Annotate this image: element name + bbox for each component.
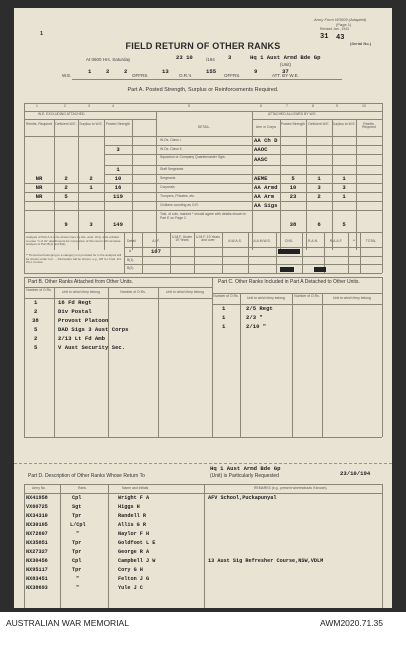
form-id: Army Form W3009 (Adapted) [314,17,367,22]
offrs2-label: OFFRS. [224,73,241,78]
we-val-1: 1 [88,68,92,75]
fold-line [14,463,392,464]
we-excluding-attached: W.E. EXCLUDING ATTACHED. [38,112,86,116]
time-label: At 0600 Hrs. Saturday [86,57,131,62]
offrs-label: OFFRS. [132,73,149,78]
serial-value: 43 [336,34,345,42]
part-d-title: Part D. Description of Other Ranks Whose Return To [28,473,145,479]
army-number: NX41958 [26,495,48,501]
we-val-3: 2 [124,68,128,75]
page-number: (Page 1) [336,22,352,27]
archive-caption [0,612,406,653]
serial-label: (Serial No.) [350,41,372,46]
aif-count: 107 [150,248,162,255]
document-sheet: 1 Army Form W3009 (Adapted) (Page 1) Revised Jan., 1943 31 43 (Serial No.) FIELD RETURN OF OTHER RANKS At 0600 Hrs. Saturday 23 10 /194 3 Hq 1 Aust Armd Bde Gp (Unit) W.E. 1 2 2 OFFRS. 13 O.R.'s 155 OFFRS. 9 37 ATT. BY W.E. Part A. Posted Strength, Surplus or Reinforcements Required. 1 2 3 4 5 6 7 8 9 10 W.E. EXCLUDING ATTACHED. ATTACHED ALLOWED BY W.E. Reinfts. Required Deficient W.E. Surplus to W.E. Posted Strength DETAIL. Arm or Corps Posted Strength Deficient W.E. Surplus to W.E. Reinfts. Required W.Os. Class I. AA Ch D W.Os. Class II. 3 AAOC Squadron or Company Quartermaster Sgts. AASC Staff Sergeants 1 Sergeants NR 2 2 10 AEME 5 1 1 Corporals NR 2 1 16 AA Armd 10 3 3 Troopers, Privates, etc. NR 5 119 AA Arm 23 2 1 Civilians counting as O.R. AA Sigs Tots. of cols. marked * should agree with details shown in Part E on Page 2. 9 3 149 38 6 5 Analysis of Part A is to be shown here by ALL units. Only units entitled to enter "1 of 3s" attachments for completion of this return will complete analysis of Part B(1) and B(2). ** Personnel belonging to a category not provided for in the analysis will be shown under Col. ... Particulars will be shown, e.g., 2/8 I.H. Fwd, 2/4 W.H. Forces. Detail A.I.F. U.M.F. Under 19 Years U.M.F. 19 Years and over A.W.A.S. A.A.M.W.S. CIVIL R.A.N. R.A.A.F. ** TOTAL A 107 B(1) B(2) Part B. Other Ranks Attached from Other Units. Number of O.Rs. Unit to which they belong Number of O.Rs. Unit to which they belong 1 16 Fd Regt 2 Div Postal 38 Provost Platoon 5 DAD Sigs 3 Aust Corps 2 2/13 Lt Fd Amb 5 V Aust Security Sec. Part C. Other Ranks Included in Part A Detached to Other Units. Number of O.Rs. Unit to which they belong Number of O.Rs. Unit to which they belong 1 2/5 Regt 1 2/3 " 1 2/10 " Hq 1 Aust Armd Bde Gp Part D. Description of Other Ranks Whose Return To (Unit) is Particularly Requested 23/10/194 Army No. Rank. Name and Initials REMARKS (e.g., present whereabouts if known). NX41958 Cpl Wright F A AFV School,Puckapunyal VX60725 Sgt Higgs H NX34310 Tpr Randell R NX30105 L/Cpl Allis G R NX72607 " Naylor F H NX35851 Tpr Goldfoot L E NX27327 Tpr George R A NX30456 Cpl Campbell J W 13 Aust Sig Refresher Course,NSW,VDLM NX95117 Tpr Cory G H NX83451 " Felton J G NX38693 " Yule J C [14,8,392,608]
part-a-title: Part A. Posted Strength, Surplus or Reinforcements Required. [127,87,279,93]
header-unit: Hq 1 Aust Armd Bde Gp [250,54,321,61]
detached-unit: 2/5 Regt [246,305,273,312]
attached-unit: 16 Fd Regt [58,299,92,306]
part-b-title: Part B. Other Ranks Attached from Other Units. [28,279,134,285]
form-title: FIELD RETURN OF OTHER RANKS [125,41,281,51]
part-d-unit: Hq 1 Aust Armd Bde Gp [210,465,281,472]
detail-row: W.Os. Class I. [160,138,182,142]
att-value: 37 [282,68,289,75]
corner-mark: 1 [40,31,44,37]
offrs-value: 13 [162,68,169,75]
serial-prefix: 31 [320,33,329,41]
we-label: W.E. [62,73,72,78]
we-val-2: 2 [106,68,110,75]
year-label: /194 [206,57,215,62]
soldier-name: Wright F A [118,495,150,501]
or-label: O.R.'s [179,73,192,78]
part-d-date: 23/10/194 [340,470,371,477]
year-digit: 3 [228,54,232,61]
archive-name: AUSTRALIAN WAR MEMORIAL [6,618,129,628]
redaction-block [280,267,294,272]
header-unit-label: (Unit) [280,62,291,67]
part-c-title: Part C. Other Ranks Included in Part A Detached to Other Units. [218,279,360,285]
att-label: ATT. BY W.E. [272,73,299,78]
category-note: ** Personnel belonging to a category not provided for in the analysis will be shown under Col. ... Particulars will be shown, e.g., 2/8 I.H. Fwd, 2/4 W.H. Forces. [26,253,122,265]
remarks: AFV School,Puckapunyal [208,495,277,501]
accession-number: AWM2020.71.35 [320,618,383,628]
offrs2-value: 9 [254,68,258,75]
date-day-month: 23 10 [176,54,193,61]
revised-date: Revised Jan., 1943 [320,27,350,31]
totals-note: Tots. of cols. marked * should agree with details shown in Part E on Page 2. [160,212,246,220]
redaction-block [278,249,300,254]
analysis-note: Analysis of Part A is to be shown here by ALL units. Only units entitled to enter "1 of 3s" attachments for completion of this return will complete analysis of Part B(1) and B(2). [26,235,121,247]
redaction-block [314,267,326,272]
attached-allowed: ATTACHED ALLOWED BY W.E. [268,112,317,116]
or-value: 155 [206,68,217,75]
part-d-unit-label: (Unit) is Particularly Requested [210,473,279,479]
detail-head: DETAIL. [197,125,211,129]
